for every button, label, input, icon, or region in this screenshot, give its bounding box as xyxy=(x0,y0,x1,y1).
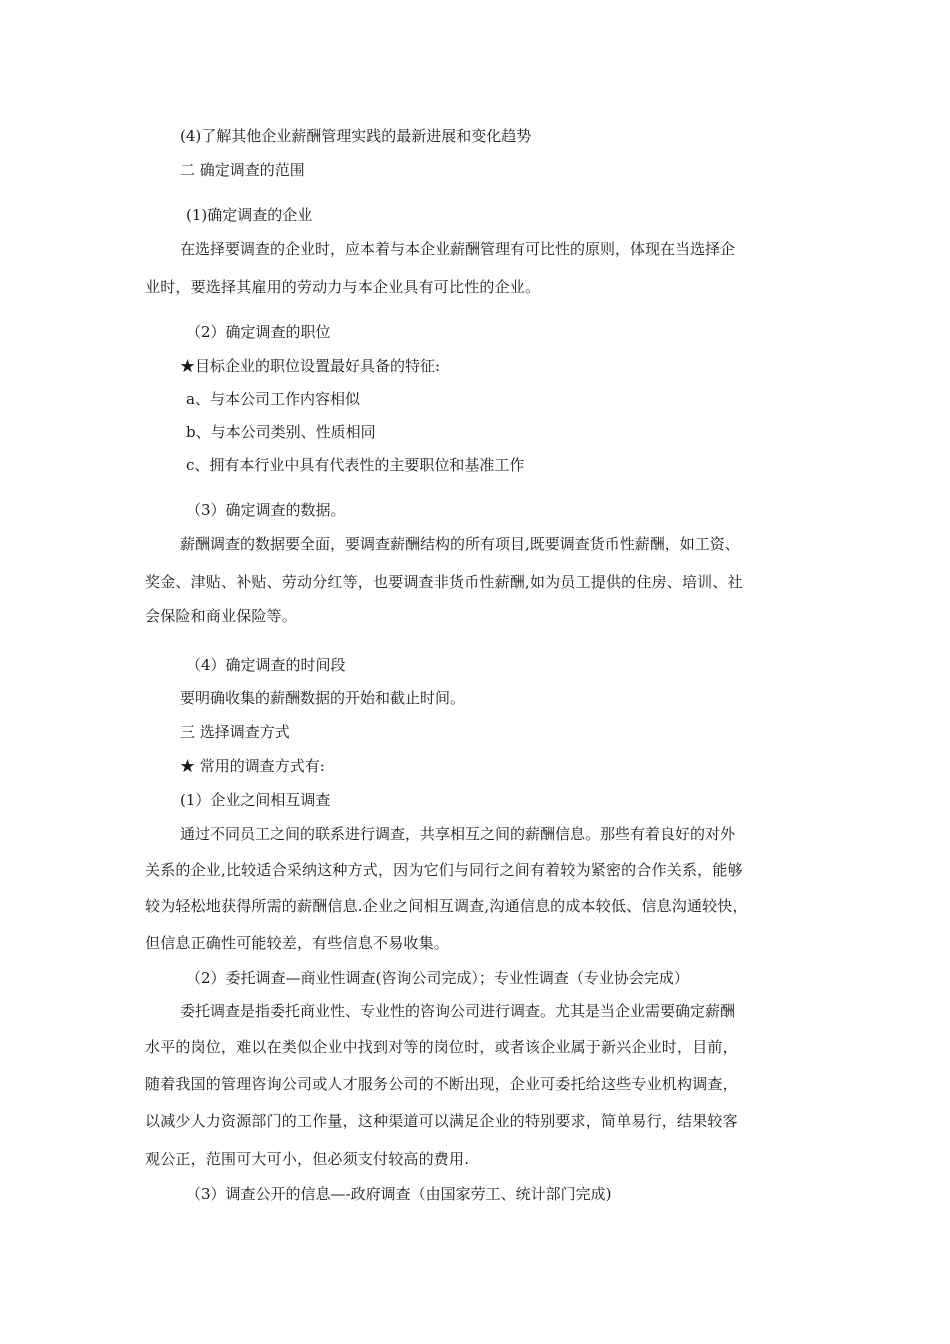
paragraph-line: 但信息正确性可能较差，有些信息不易收集。 xyxy=(145,934,450,952)
star-point: ★ 常用的调查方式有: xyxy=(180,757,325,775)
paragraph-line: 随着我国的管理咨询公司或人才服务公司的不断出现，企业可委托给这些专业机构调查， xyxy=(145,1075,738,1093)
paragraph-line: 以减少人力资源部门的工作量，这种渠道可以满足企业的特别要求，简单易行，结果较客 xyxy=(145,1112,738,1130)
paragraph-line: 业时，要选择其雇用的劳动力与本企业具有可比性的企业。 xyxy=(145,278,541,296)
paragraph-line: 薪酬调查的数据要全面，要调查薪酬结构的所有项目,既要调查货币性薪酬，如工资、 xyxy=(180,535,740,553)
section-2-heading: 二 确定调查的范围 xyxy=(180,161,305,179)
star-point: ★目标企业的职位设置最好具备的特征: xyxy=(180,357,441,375)
subheading-mutual-survey: (1）企业之间相互调查 xyxy=(180,791,331,809)
list-item: a、与本公司工作内容相似 xyxy=(186,390,360,408)
subheading-public-info-survey: （3）调查公开的信息—-政府调查（由国家劳工、统计部门完成) xyxy=(186,1185,612,1203)
list-item: c、拥有本行业中具有代表性的主要职位和基准工作 xyxy=(186,456,525,474)
paragraph-line: 较为轻松地获得所需的薪酬信息.企业之间相互调查,沟通信息的成本较低、信息沟通较快， xyxy=(145,897,748,915)
list-item: b、与本公司类别、性质相同 xyxy=(186,423,376,441)
subheading-survey-positions: （2）确定调查的职位 xyxy=(186,323,331,341)
paragraph-line: 奖金、津贴、补贴、劳动分红等，也要调查非货币性薪酬,如为员工提供的住房、培训、社 xyxy=(145,573,743,591)
subheading-survey-data: （3）确定调查的数据。 xyxy=(186,501,346,519)
paragraph-line: 水平的岗位，难以在类似企业中找到对等的岗位时，或者该企业属于新兴企业时，目前， xyxy=(145,1038,738,1056)
paragraph-line: 会保险和商业保险等。 xyxy=(145,607,298,625)
paragraph-line: 观公正，范围可大可小，但必须支付较高的费用. xyxy=(145,1150,470,1168)
subheading-commissioned-survey: （2）委托调查—商业性调查(咨询公司完成）；专业性调查（专业协会完成） xyxy=(186,969,689,987)
paragraph-line: 通过不同员工之间的联系进行调查，共享相互之间的薪酬信息。那些有着良好的对外 xyxy=(180,825,736,843)
subheading-survey-period: （4）确定调查的时间段 xyxy=(186,656,346,674)
paragraph-line: 关系的企业,比较适合采纳这种方式，因为它们与同行之间有着较为紧密的合作关系，能够 xyxy=(145,861,743,879)
paragraph-line: 要明确收集的薪酬数据的开始和截止时间。 xyxy=(180,689,466,707)
paragraph-line: 在选择要调查的企业时，应本着与本企业薪酬管理有可比性的原则，体现在当选择企 xyxy=(180,240,736,258)
item-4-heading: (4)了解其他企业薪酬管理实践的最新进展和变化趋势 xyxy=(180,127,532,145)
subheading-survey-companies: (1)确定调查的企业 xyxy=(186,206,313,224)
paragraph-line: 委托调查是指委托商业性、专业性的咨询公司进行调查。尤其是当企业需要确定薪酬 xyxy=(180,1002,736,1020)
section-3-heading: 三 选择调查方式 xyxy=(180,723,290,741)
